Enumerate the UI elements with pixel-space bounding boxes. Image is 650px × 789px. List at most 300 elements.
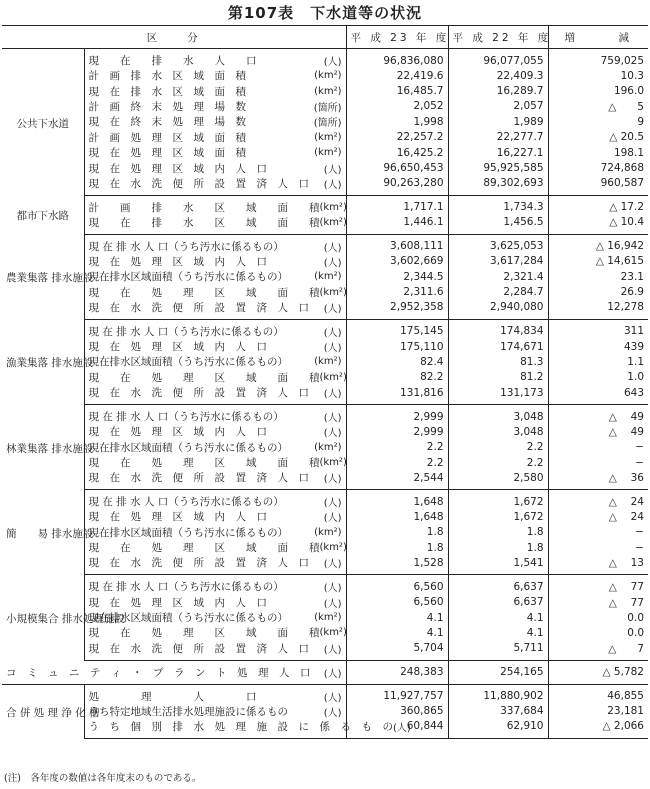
- item-cell: [84, 719, 411, 739]
- table-row: [2, 470, 648, 490]
- value-h23: 2,544: [346, 470, 448, 490]
- value-diff: △ 5: [608, 100, 644, 113]
- item-unit: (人): [323, 498, 342, 510]
- value-h23: 1,528: [346, 555, 448, 575]
- item-cell: [84, 575, 346, 595]
- item-wrap: [89, 114, 342, 129]
- item-cell: [84, 83, 346, 98]
- value-h22: 1,672: [448, 490, 548, 510]
- value-h22: 3,048: [448, 405, 548, 425]
- item-cell: [84, 354, 346, 369]
- item-cell: [84, 176, 346, 196]
- item-unit: (人): [323, 242, 342, 254]
- item-label: 現 在 排 水 人 口（うち汚水に係るもの）: [88, 240, 284, 253]
- item-wrap: [89, 440, 342, 455]
- item-unit: (人): [323, 513, 342, 525]
- value-h22: 22,409.3: [448, 68, 548, 83]
- table-row: [2, 405, 648, 425]
- value-h22: 16,227.1: [448, 145, 548, 160]
- value-h23: 2,052: [346, 99, 448, 114]
- item-unit: (人): [323, 343, 342, 355]
- value-diff: △ 5,782: [548, 660, 648, 684]
- item-wrap: [89, 300, 342, 315]
- item-unit: (km²): [319, 371, 347, 383]
- table-row: [2, 339, 648, 354]
- value-h22: 6,637: [448, 575, 548, 595]
- value-h23: 175,145: [346, 319, 448, 339]
- value-h23: 82.2: [346, 370, 448, 385]
- item-cell: [84, 455, 346, 470]
- item-cell: [84, 319, 346, 339]
- item-wrap: [89, 53, 342, 68]
- item-wrap: [89, 555, 342, 570]
- item-wrap: [88, 455, 347, 470]
- value-h22: 3,048: [448, 424, 548, 439]
- item-cell: [84, 114, 346, 129]
- item-wrap: [89, 579, 342, 594]
- value-diff: △ 17.2: [609, 201, 644, 214]
- item-label: 現 在 処 理 区 域 面 積: [88, 542, 320, 555]
- value-h22: 1.8: [448, 525, 548, 540]
- value-h23: 22,419.6: [346, 68, 448, 83]
- value-diff: 643: [548, 385, 648, 405]
- item-unit: (人): [323, 707, 342, 719]
- item-cell: [84, 525, 346, 540]
- table-row: [2, 114, 648, 129]
- item-cell: [84, 285, 346, 300]
- value-h22: 337,684: [448, 704, 548, 719]
- item-unit: (人): [323, 474, 342, 486]
- table-row: [2, 215, 648, 235]
- value-diff: −: [635, 526, 644, 539]
- item-wrap: [89, 176, 342, 191]
- item-cell: [84, 130, 346, 145]
- item-wrap: [89, 239, 342, 254]
- item-label: 現 在 排 水 人 口（うち汚水に係るもの）: [88, 325, 284, 338]
- item-cell: [84, 145, 346, 160]
- footnote: (注) 各年度の数値は各年度末のものである。: [4, 773, 202, 784]
- header-h23: 平 成 23 年 度: [346, 26, 448, 49]
- value-h23: 6,560: [346, 575, 448, 595]
- item-cell: [84, 704, 346, 719]
- header-row: [2, 26, 648, 49]
- item-unit: (km²): [314, 612, 342, 623]
- table-row: [2, 269, 648, 284]
- value-h22: 4.1: [448, 625, 548, 640]
- item-unit: (人): [323, 413, 342, 425]
- item-label: 現 在 処 理 区 域 内 人 口: [88, 255, 267, 268]
- table-row: [2, 439, 648, 454]
- community-cell: [2, 660, 346, 684]
- item-label: 現 在 処 理 区 域 内 人 口: [88, 511, 267, 524]
- value-h23: 1,648: [346, 509, 448, 524]
- table-row: [2, 254, 648, 269]
- item-wrap: [88, 200, 347, 215]
- value-h23: 131,816: [346, 385, 448, 405]
- value-h22: 2,284.7: [448, 285, 548, 300]
- value-h23: 4.1: [346, 625, 448, 640]
- value-h22: 89,302,693: [448, 176, 548, 196]
- item-unit: (箇所): [313, 118, 342, 130]
- header-h22: 平 成 22 年 度: [448, 26, 548, 49]
- value-h22: 1,541: [448, 555, 548, 575]
- item-wrap: [89, 161, 342, 176]
- item-unit: (人): [323, 257, 342, 269]
- item-unit: (km²): [314, 271, 342, 283]
- value-h23: 2.2: [346, 439, 448, 454]
- value-h23: 1.8: [346, 525, 448, 540]
- community-label: コ ミ ュ ニ テ ィ ・ プ ラ ン ト 処 理 人 口: [6, 666, 311, 679]
- value-h23: 16,485.7: [346, 83, 448, 98]
- value-diff: △ 36: [548, 470, 648, 490]
- table-row: [2, 160, 648, 175]
- value-h23: 1,717.1: [346, 195, 448, 215]
- value-diff: 439: [623, 340, 644, 353]
- value-h23: 2,999: [346, 405, 448, 425]
- table-row: [2, 49, 648, 69]
- table-row: [2, 385, 648, 405]
- item-unit: (km²): [319, 216, 347, 228]
- table-row: [2, 370, 648, 385]
- item-cell: [84, 625, 346, 640]
- value-diff: 198.1: [613, 146, 644, 159]
- item-label: 現 在 処 理 区 域 内 人 口: [88, 426, 267, 439]
- value-h23: 2,344.5: [346, 269, 448, 284]
- value-h23: 4.1: [346, 610, 448, 625]
- value-diff: △ 7: [548, 641, 648, 661]
- item-label: 現 在 処 理 区 域 内 人 口: [88, 596, 267, 609]
- item-unit: (km²): [314, 441, 342, 453]
- table-row: [2, 610, 648, 625]
- item-label: 現 在 処 理 区 域 面 積: [88, 627, 320, 640]
- value-h22: 11,880,902: [448, 684, 548, 704]
- community-unit: (人): [323, 668, 342, 680]
- table-row: [2, 555, 648, 575]
- value-h23: 60,844: [346, 719, 448, 739]
- item-cell: [84, 300, 346, 320]
- item-unit: (km²): [314, 131, 342, 143]
- item-unit: (km²): [319, 457, 347, 469]
- value-h22: 62,910: [448, 719, 548, 739]
- item-unit: (km²): [319, 542, 347, 554]
- item-cell: [84, 385, 346, 405]
- value-diff: 1.0: [627, 371, 644, 384]
- item-label: 処 理 人 口: [88, 690, 257, 703]
- value-diff: −: [635, 456, 644, 469]
- value-h22: 2.2: [448, 455, 548, 470]
- value-diff: △ 2,066: [548, 719, 648, 739]
- value-h23: 16,425.2: [346, 145, 448, 160]
- item-label: 計 画 処 理 区 域 面 積: [88, 131, 246, 144]
- item-cell: [84, 269, 346, 284]
- value-h22: 96,077,055: [448, 49, 548, 69]
- item-label: 現在排水区域面積（うち汚水に係るもの）: [88, 441, 288, 454]
- item-cell: [84, 424, 346, 439]
- value-h22: 95,925,585: [448, 160, 548, 175]
- table-row: [2, 354, 648, 369]
- item-cell: [84, 439, 346, 454]
- value-h22: 1,989: [448, 114, 548, 129]
- item-cell: [84, 339, 346, 354]
- value-h22: 2.2: [448, 439, 548, 454]
- value-h23: 96,836,080: [346, 49, 448, 69]
- value-h23: 6,560: [346, 594, 448, 609]
- item-cell: [84, 405, 346, 425]
- value-diff: 10.3: [620, 69, 644, 82]
- item-unit: (人): [323, 57, 342, 68]
- item-wrap: [89, 610, 342, 625]
- value-h23: 1,998: [346, 114, 448, 129]
- item-label: 現 在 水 洗 便 所 設 置 済 人 口: [88, 472, 309, 485]
- item-wrap: [89, 509, 342, 524]
- item-wrap: [89, 269, 342, 284]
- item-unit: (km²): [319, 627, 347, 639]
- item-unit: (km²): [319, 201, 347, 213]
- item-unit: (人): [323, 559, 342, 571]
- table-row: [2, 424, 648, 439]
- sewerage-table: [2, 25, 648, 739]
- value-h22: 2,321.4: [448, 269, 548, 284]
- item-label: 現 在 処 理 区 域 内 人 口: [88, 341, 267, 354]
- value-diff: 1.1: [627, 355, 644, 368]
- value-diff: 9: [637, 115, 644, 128]
- value-h23: 175,110: [346, 339, 448, 354]
- item-wrap: [88, 285, 347, 300]
- item-wrap: [89, 689, 342, 704]
- table-row: [2, 99, 648, 114]
- item-wrap: [89, 409, 342, 424]
- value-diff: △ 24: [608, 496, 644, 509]
- item-unit: (km²): [319, 286, 347, 298]
- item-label: 現 在 水 洗 便 所 設 置 済 人 口: [88, 177, 309, 190]
- item-label: 現 在 排 水 人 口: [88, 55, 257, 67]
- item-unit: (人): [323, 327, 342, 339]
- item-cell: [84, 68, 346, 83]
- value-diff: 196.0: [613, 85, 644, 98]
- value-h23: 5,704: [346, 641, 448, 661]
- value-h23: 1,648: [346, 490, 448, 510]
- table-row: [2, 540, 648, 555]
- item-unit: (人): [323, 303, 342, 315]
- item-wrap: [88, 540, 347, 555]
- group-label: 農業集落 排水施設: [2, 234, 84, 319]
- item-cell: [84, 641, 346, 661]
- value-h22: 6,637: [448, 594, 548, 609]
- value-h23: 11,927,757: [346, 684, 448, 704]
- value-h23: 2,311.6: [346, 285, 448, 300]
- item-cell: [84, 195, 346, 215]
- group-label: 都市下水路: [2, 195, 84, 234]
- item-label: う ち 個 別 排 水 処 理 施 設 に 係 る も の: [88, 720, 393, 733]
- item-wrap: [88, 625, 347, 640]
- value-h22: 5,711: [448, 641, 548, 661]
- value-diff: △ 13: [548, 555, 648, 575]
- item-label: 現 在 排 水 区 域 面 積: [88, 85, 246, 98]
- table-row: [2, 575, 648, 595]
- table-row: [2, 719, 648, 739]
- value-diff: 311: [623, 325, 644, 338]
- item-label: 現在排水区域面積（うち汚水に係るもの）: [88, 612, 288, 624]
- item-unit: (人): [393, 722, 411, 734]
- item-wrap: [89, 68, 342, 83]
- table-row: [2, 684, 648, 704]
- item-cell: [84, 215, 346, 235]
- table-row: [2, 525, 648, 540]
- table-row: [2, 145, 648, 160]
- item-label: 現 在 排 水 人 口（うち汚水に係るもの）: [88, 496, 284, 509]
- item-unit: (箇所): [313, 102, 342, 114]
- value-h23: 1,446.1: [346, 215, 448, 235]
- value-h23: 2,999: [346, 424, 448, 439]
- item-wrap: [6, 665, 342, 680]
- value-diff: △ 10.4: [548, 215, 648, 235]
- item-label: 現 在 水 洗 便 所 設 置 済 人 口: [88, 642, 309, 655]
- item-cell: [84, 49, 346, 69]
- value-diff: 12,278: [548, 300, 648, 320]
- value-h22: 1,672: [448, 509, 548, 524]
- item-label: 計 画 終 末 処 理 場 数: [88, 100, 246, 113]
- item-unit: (人): [323, 389, 342, 401]
- value-h22: 1,734.3: [448, 195, 548, 215]
- item-label: 現 在 処 理 区 域 面 積: [88, 371, 320, 384]
- group-label: 合 併 処 理 浄 化 槽: [2, 684, 84, 738]
- value-diff: −: [635, 541, 644, 554]
- item-wrap: [89, 641, 342, 656]
- item-cell: [84, 610, 346, 625]
- item-unit: (人): [323, 598, 342, 610]
- value-diff: △ 16,942: [595, 240, 644, 253]
- item-unit: (人): [323, 644, 342, 656]
- item-label: 現 在 排 水 人 口（うち汚水に係るもの）: [88, 411, 284, 424]
- item-wrap: [89, 595, 342, 610]
- value-h22: 131,173: [448, 385, 548, 405]
- value-h22: 2,580: [448, 470, 548, 490]
- item-label: 計 画 排 水 区 域 面 積: [88, 201, 320, 214]
- item-cell: [84, 370, 346, 385]
- table-row: [2, 234, 648, 254]
- item-wrap: [89, 470, 342, 485]
- item-label: 現 在 処 理 区 域 面 積: [88, 147, 246, 160]
- value-h22: 81.2: [448, 370, 548, 385]
- item-label: 現 在 水 洗 便 所 設 置 済 人 口: [88, 301, 309, 314]
- item-unit: (人): [323, 164, 342, 176]
- value-diff: 0.0: [627, 611, 644, 624]
- table-row: [2, 195, 648, 215]
- value-h22: 1,456.5: [448, 215, 548, 235]
- table-row: [2, 300, 648, 320]
- value-h23: 22,257.2: [346, 130, 448, 145]
- value-h22: 174,671: [448, 339, 548, 354]
- value-diff: 724,868: [600, 162, 644, 175]
- item-label: 現在排水区域面積（うち汚水に係るもの）: [88, 356, 288, 369]
- value-diff: △ 20.5: [609, 131, 644, 144]
- value-h22: 2,940,080: [448, 300, 548, 320]
- item-wrap: [88, 719, 411, 734]
- value-h23: 82.4: [346, 354, 448, 369]
- item-unit: (人): [323, 428, 342, 440]
- value-h22: 81.3: [448, 354, 548, 369]
- table-row: [2, 285, 648, 300]
- value-h23: 360,865: [346, 704, 448, 719]
- value-diff: 759,025: [600, 54, 644, 67]
- item-label: 現 在 処 理 区 域 面 積: [88, 286, 320, 299]
- group-label: 簡 易 排水施設: [2, 490, 84, 575]
- item-unit: (人): [323, 179, 342, 191]
- item-wrap: [88, 370, 347, 385]
- item-cell: [84, 684, 346, 704]
- table-row: [2, 641, 648, 661]
- item-label: 現 在 排 水 人 口（うち汚水に係るもの）: [88, 581, 284, 594]
- item-wrap: [89, 324, 342, 339]
- group-label: 林業集落 排水施設: [2, 405, 84, 490]
- item-cell: [84, 509, 346, 524]
- item-wrap: [89, 385, 342, 400]
- item-wrap: [89, 354, 342, 369]
- value-h22: 2,057: [448, 99, 548, 114]
- table-row: [2, 455, 648, 470]
- item-wrap: [89, 704, 342, 719]
- value-diff: △ 14,615: [595, 255, 644, 268]
- item-cell: [84, 470, 346, 490]
- item-wrap: [89, 130, 342, 145]
- table-body: [2, 49, 648, 739]
- item-cell: [84, 540, 346, 555]
- table-row: [2, 319, 648, 339]
- item-cell: [84, 234, 346, 254]
- item-label: 計 画 排 水 区 域 面 積: [88, 70, 246, 83]
- item-wrap: [89, 254, 342, 269]
- item-unit: (km²): [314, 85, 342, 97]
- header-diff: 増 減: [548, 26, 648, 49]
- item-wrap: [88, 215, 347, 230]
- item-wrap: [89, 525, 342, 540]
- value-h22: 16,289.7: [448, 83, 548, 98]
- item-label: 現 在 水 洗 便 所 設 置 済 人 口: [88, 557, 309, 570]
- value-h23: 3,602,669: [346, 254, 448, 269]
- value-h22: 3,625,053: [448, 234, 548, 254]
- table-row: [2, 130, 648, 145]
- value-diff: 960,587: [548, 176, 648, 196]
- item-wrap: [89, 339, 342, 354]
- value-h23: 1.8: [346, 540, 448, 555]
- group-label: 公共下水道: [2, 49, 84, 196]
- item-cell: [84, 99, 346, 114]
- item-wrap: [89, 424, 342, 439]
- item-cell: [84, 254, 346, 269]
- value-diff: 0.0: [627, 626, 644, 639]
- value-diff: −: [635, 441, 644, 454]
- value-h22: 3,617,284: [448, 254, 548, 269]
- value-diff: △ 77: [608, 596, 644, 609]
- value-h23: 90,263,280: [346, 176, 448, 196]
- item-label: うち特定地域生活排水処理施設に係るもの: [88, 705, 288, 718]
- table-row: [2, 68, 648, 83]
- header-category: 区 分: [2, 26, 346, 49]
- value-h23: 248,383: [346, 660, 448, 684]
- value-diff: △ 49: [608, 411, 644, 424]
- value-diff: 46,855: [607, 690, 644, 703]
- table-row: [2, 176, 648, 196]
- value-h22: 22,277.7: [448, 130, 548, 145]
- item-unit: (人): [323, 583, 342, 595]
- table-row: [2, 83, 648, 98]
- value-diff: △ 24: [608, 511, 644, 524]
- value-diff: △ 77: [608, 581, 644, 594]
- item-cell: [84, 594, 346, 609]
- value-h22: 1.8: [448, 540, 548, 555]
- item-label: 現在排水区域面積（うち汚水に係るもの）: [88, 526, 288, 539]
- item-unit: (km²): [314, 356, 342, 368]
